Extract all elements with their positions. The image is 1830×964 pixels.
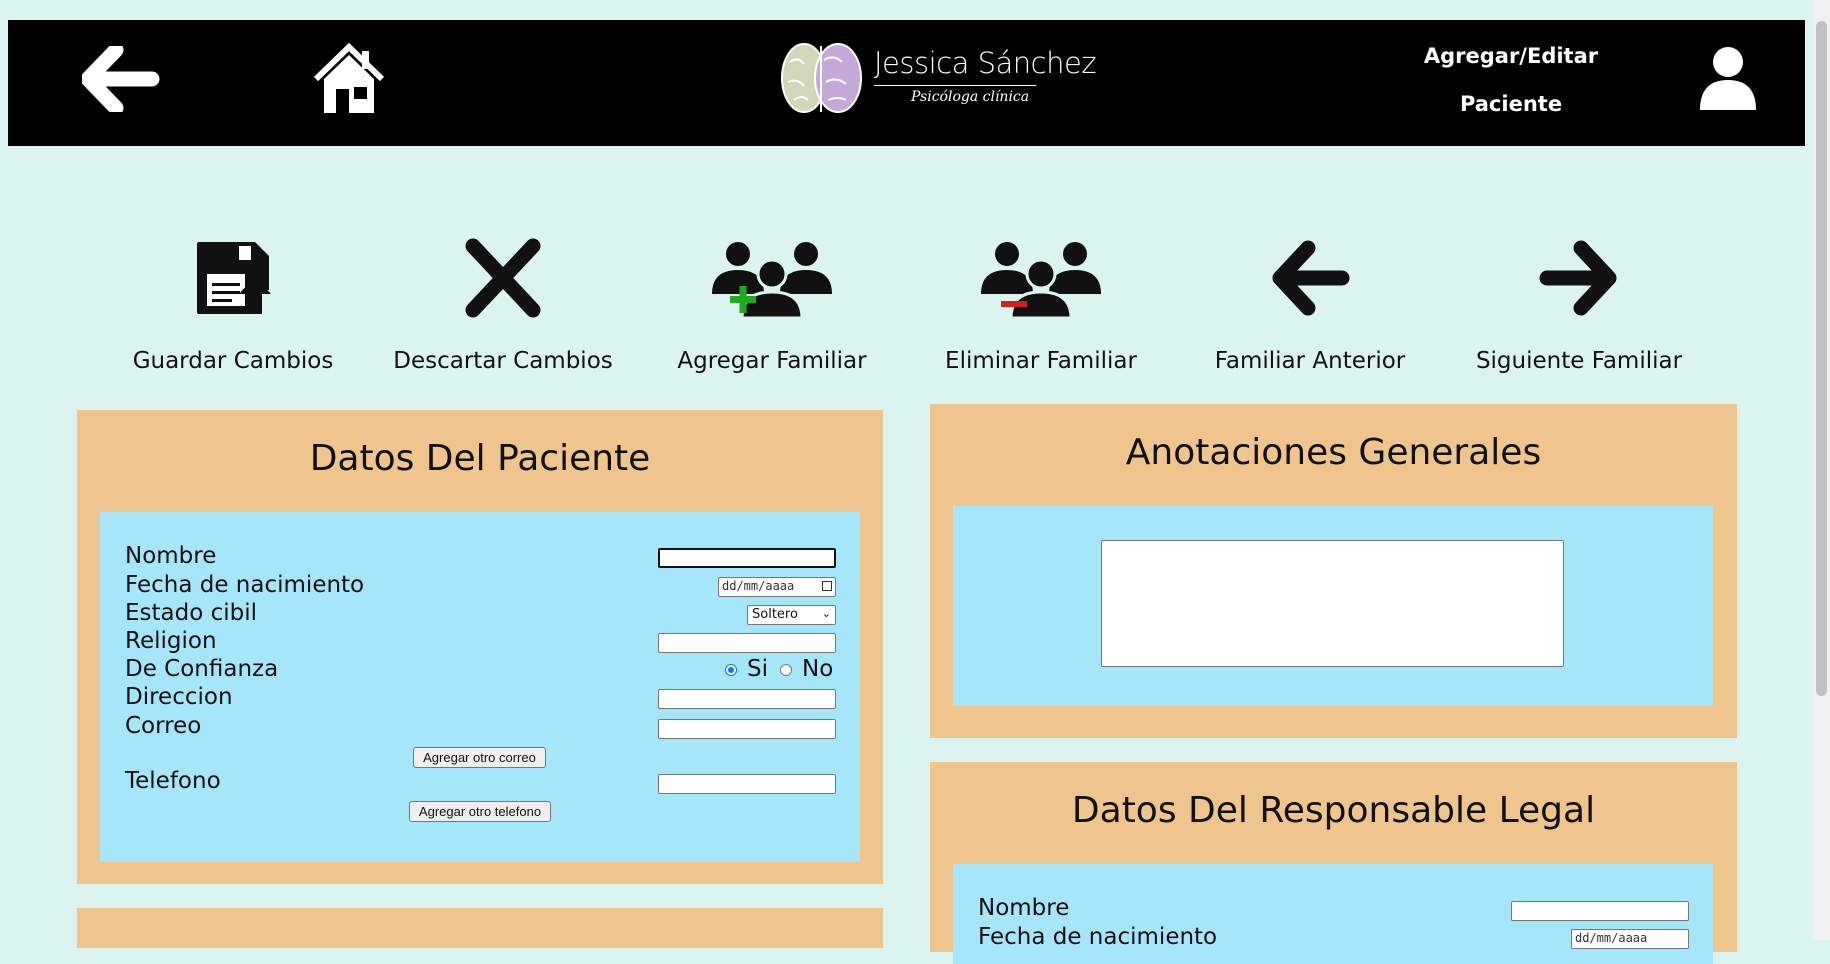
notes-textarea[interactable]: [1101, 540, 1564, 667]
scrollbar-thumb[interactable]: [1816, 21, 1827, 696]
correo-label: Correo: [125, 713, 202, 739]
next-family-button[interactable]: [1464, 238, 1694, 378]
legal-nombre-label: Nombre: [978, 895, 1070, 921]
scrollbar[interactable]: [1813, 0, 1830, 940]
add-email-button[interactable]: Agregar otro correo: [413, 747, 546, 768]
brand-subtitle: Psicóloga clínica: [911, 89, 1030, 105]
legal-form: [953, 864, 1713, 964]
arrow-right-icon: [1539, 238, 1619, 318]
telefono-label: Telefono: [125, 768, 221, 794]
previous-family-label: Familiar Anterior: [1214, 348, 1406, 374]
page-title-line1: Agregar/Editar: [1423, 44, 1599, 68]
save-icon: [193, 238, 273, 318]
brain-icon: [780, 38, 870, 118]
previous-family-button[interactable]: [1195, 238, 1425, 378]
home-icon[interactable]: [312, 43, 386, 119]
add-family-label: Agregar Familiar: [677, 348, 867, 374]
legal-panel-title: Datos Del Responsable Legal: [1071, 790, 1596, 831]
brand-divider: [874, 85, 1036, 86]
family-panel: [77, 908, 883, 948]
top-bar: [8, 20, 1805, 146]
estado-civil-select[interactable]: [747, 605, 836, 625]
chevron-down-icon: ⌄: [821, 607, 831, 620]
arrow-left-icon[interactable]: [82, 46, 160, 116]
add-family-icon: [710, 238, 834, 318]
telefono-input[interactable]: [658, 774, 836, 794]
estado-civil-value: Soltero: [752, 607, 798, 622]
notes-panel-title: Anotaciones Generales: [1125, 432, 1542, 473]
legal-fecha-label: Fecha de nacimiento: [978, 924, 1218, 950]
close-icon: [463, 238, 543, 318]
religion-label: Religion: [125, 628, 217, 654]
religion-input[interactable]: [658, 633, 836, 653]
fecha-placeholder: dd/mm/aaaa: [722, 579, 795, 593]
confianza-no-radio[interactable]: [780, 664, 792, 676]
patient-panel: [77, 410, 883, 884]
patient-form: [100, 512, 860, 862]
user-icon[interactable]: [1698, 46, 1758, 116]
legal-panel: [930, 762, 1737, 952]
calendar-icon[interactable]: [822, 581, 832, 591]
fecha-nacimiento-label: Fecha de nacimiento: [125, 572, 365, 598]
remove-family-label: Eliminar Familiar: [945, 348, 1137, 374]
remove-family-icon: [979, 238, 1103, 318]
estado-civil-label: Estado cibil: [125, 600, 258, 626]
patient-panel-title: Datos Del Paciente: [309, 438, 651, 479]
save-changes-button[interactable]: [118, 238, 348, 378]
confianza-si-radio[interactable]: [725, 664, 737, 676]
nombre-label: Nombre: [125, 543, 217, 569]
page-title-line2: Paciente: [1459, 92, 1563, 116]
remove-family-button[interactable]: [926, 238, 1156, 378]
fecha-nacimiento-input[interactable]: [718, 577, 836, 597]
notes-panel: [930, 404, 1737, 738]
confianza-si-label: Si: [747, 656, 768, 682]
discard-changes-label: Descartar Cambios: [393, 348, 613, 374]
discard-changes-button[interactable]: [388, 238, 618, 378]
legal-nombre-input[interactable]: [1511, 901, 1689, 921]
brand-logo: [776, 38, 1097, 138]
add-family-button[interactable]: [657, 238, 887, 378]
save-changes-label: Guardar Cambios: [132, 348, 334, 374]
legal-fecha-placeholder: dd/mm/aaaa: [1575, 931, 1648, 945]
notes-area: [953, 506, 1713, 706]
direccion-input[interactable]: [658, 689, 836, 709]
next-family-label: Siguiente Familiar: [1475, 348, 1683, 374]
confianza-no-label: No: [802, 656, 834, 682]
nombre-input[interactable]: [658, 548, 836, 568]
direccion-label: Direccion: [125, 684, 233, 710]
legal-fecha-input[interactable]: [1571, 929, 1689, 949]
correo-input[interactable]: [658, 719, 836, 739]
brand-name: Jessica Sánchez: [874, 46, 1097, 80]
confianza-label: De Confianza: [125, 656, 279, 682]
add-phone-button[interactable]: Agregar otro telefono: [409, 801, 551, 822]
arrow-left-icon: [1270, 238, 1350, 318]
